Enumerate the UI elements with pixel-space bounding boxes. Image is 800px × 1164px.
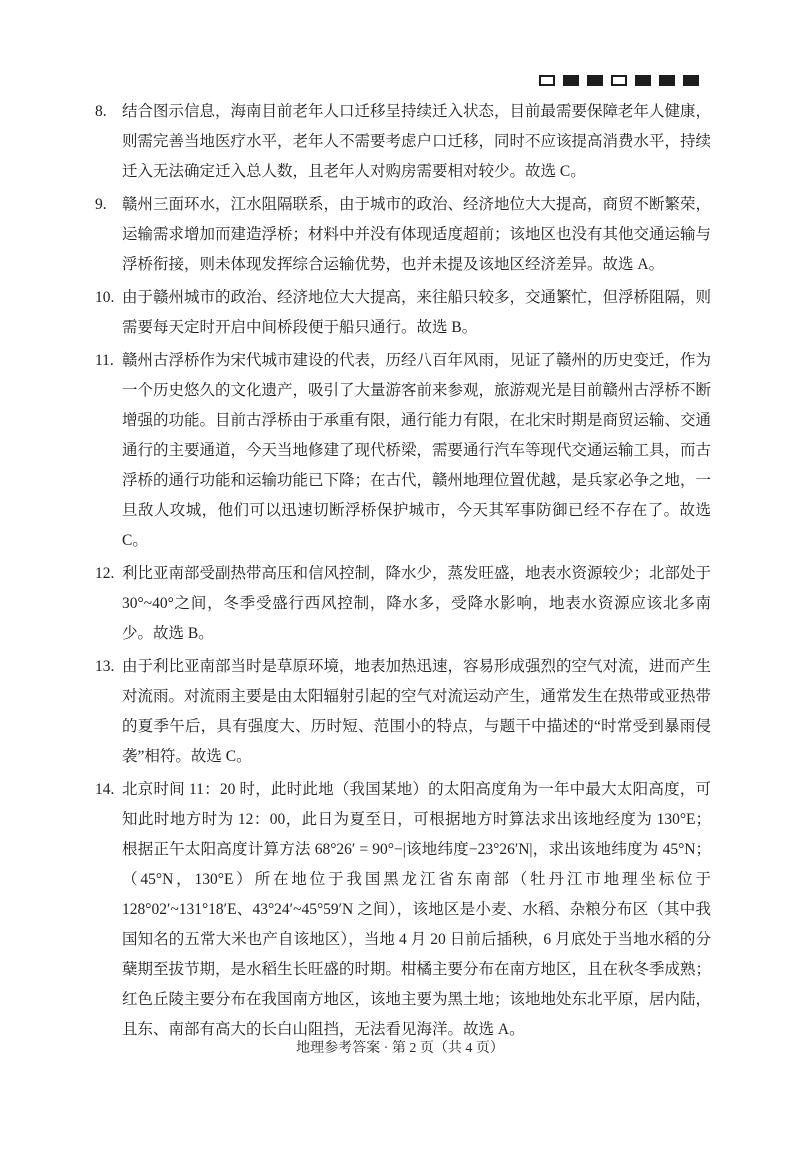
registration-mark-outline bbox=[539, 75, 555, 86]
registration-mark-outline bbox=[611, 75, 627, 86]
answer-item bbox=[95, 775, 711, 1045]
registration-marks bbox=[539, 75, 699, 86]
answer-number: 12. bbox=[95, 565, 115, 582]
answer-item bbox=[95, 283, 711, 343]
answer-number: 13. bbox=[95, 658, 115, 675]
answer-text: 结合图示信息，海南目前老年人口迁移呈持续迁入状态，目前最需要保障老年人健康，则需完善当地医疗水平，老年人不需要考虑户口迁移，同时不应该提高消费水平，持续迁入无法确定迁入总人数，且老年人对购房需要相对较少。故选 C。 bbox=[122, 103, 712, 180]
page-footer bbox=[0, 1040, 800, 1058]
footer-text: 地理参考答案 · 第 2 页（共 4 页） bbox=[296, 1041, 504, 1056]
answer-text: 由于赣州城市的政治、经济地位大大提高，来往船只较多，交通繁忙，但浮桥阻隔，则需要每天定时开启中间桥段便于船只通行。故选 B。 bbox=[122, 289, 712, 336]
answer-item bbox=[95, 346, 711, 556]
answer-item bbox=[95, 97, 711, 187]
answer-text: 赣州古浮桥作为宋代城市建设的代表，历经八百年风雨，见证了赣州的历史变迁，作为一个历史悠久的文化遗产，吸引了大量游客前来参观，旅游观光是目前赣州古浮桥不断增强的功能。目前古浮桥由于承重有限，通行能力有限，在北宋时期是商贸运输、交通通行的主要通道，今天当地修建了现代桥梁，需要通行汽车等现代交通运输工具，而古浮桥的通行功能和运输功能已下降；在古代，赣州地理位置优越，是兵家必争之地，一旦敌人攻城，他们可以迅速切断浮桥保护城市，今天其军事防御已经不存在了。故选 C。 bbox=[122, 352, 712, 549]
registration-mark-filled bbox=[563, 75, 579, 86]
registration-mark-filled bbox=[683, 75, 699, 86]
answer-list bbox=[95, 97, 711, 1048]
registration-mark-filled bbox=[635, 75, 651, 86]
answer-text: 由于利比亚南部当时是草原环境，地表加热迅速，容易形成强烈的空气对流，进而产生对流雨。对流雨主要是由太阳辐射引起的空气对流运动产生，通常发生在热带或亚热带的夏季午后，具有强度大、历时短、范围小的特点，与题干中描述的“时常受到暴雨侵袭”相符。故选 C。 bbox=[122, 658, 712, 765]
answer-number: 10. bbox=[95, 289, 115, 306]
answer-item bbox=[95, 190, 711, 280]
answer-number: 9. bbox=[95, 196, 107, 213]
answer-text: 利比亚南部受副热带高压和信风控制，降水少，蒸发旺盛，地表水资源较少；北部处于 30°~40°之间，冬季受盛行西风控制，降水多，受降水影响，地表水资源应该北多南少。故选 B。 bbox=[122, 565, 712, 642]
registration-mark-filled bbox=[659, 75, 675, 86]
answer-item bbox=[95, 559, 711, 649]
answer-number: 8. bbox=[95, 103, 107, 120]
answer-text: 赣州三面环水，江水阻隔联系，由于城市的政治、经济地位大大提高，商贸不断繁荣，运输需求增加而建造浮桥；材料中并没有体现适度超前；该地区也没有其他交通运输与浮桥衔接，则未体现发挥综合运输优势，也并未提及该地区经济差异。故选 A。 bbox=[122, 196, 712, 273]
registration-mark-filled bbox=[587, 75, 603, 86]
answer-text: 北京时间 11：20 时，此时此地（我国某地）的太阳高度角为一年中最大太阳高度，可知此时地方时为 12：00，此日为夏至日，可根据地方时算法求出该地经度为 130°E；根据正午太阳高度计算方法 68°26′ = 90°−|该地纬度−23°26′N|，求出该地纬度为 45°N；（45°N，130°E）所在地位于我国黑龙江省东南部（牡丹江市地理坐标位于 128°02′~131°18′E、43°24′~45°59′N 之间），该地区是小麦、水稻、杂粮分布区（其中我国知名的五常大米也产自该地区），当地 4 月 20 日前后插秧，6 月底处于当地水稻的分蘖期至拔节期，是水稻生长旺盛的时期。柑橘主要分布在南方地区，且在秋冬季成熟；红色丘陵主要分布在我国南方地区，该地主要为黑土地；该地地处东北平原，居内陆，且东、南部有高大的长白山阻挡，无法看见海洋。故选 A。 bbox=[122, 781, 712, 1038]
answer-number: 14. bbox=[95, 781, 115, 798]
answer-number: 11. bbox=[95, 352, 114, 369]
answer-item bbox=[95, 652, 711, 772]
